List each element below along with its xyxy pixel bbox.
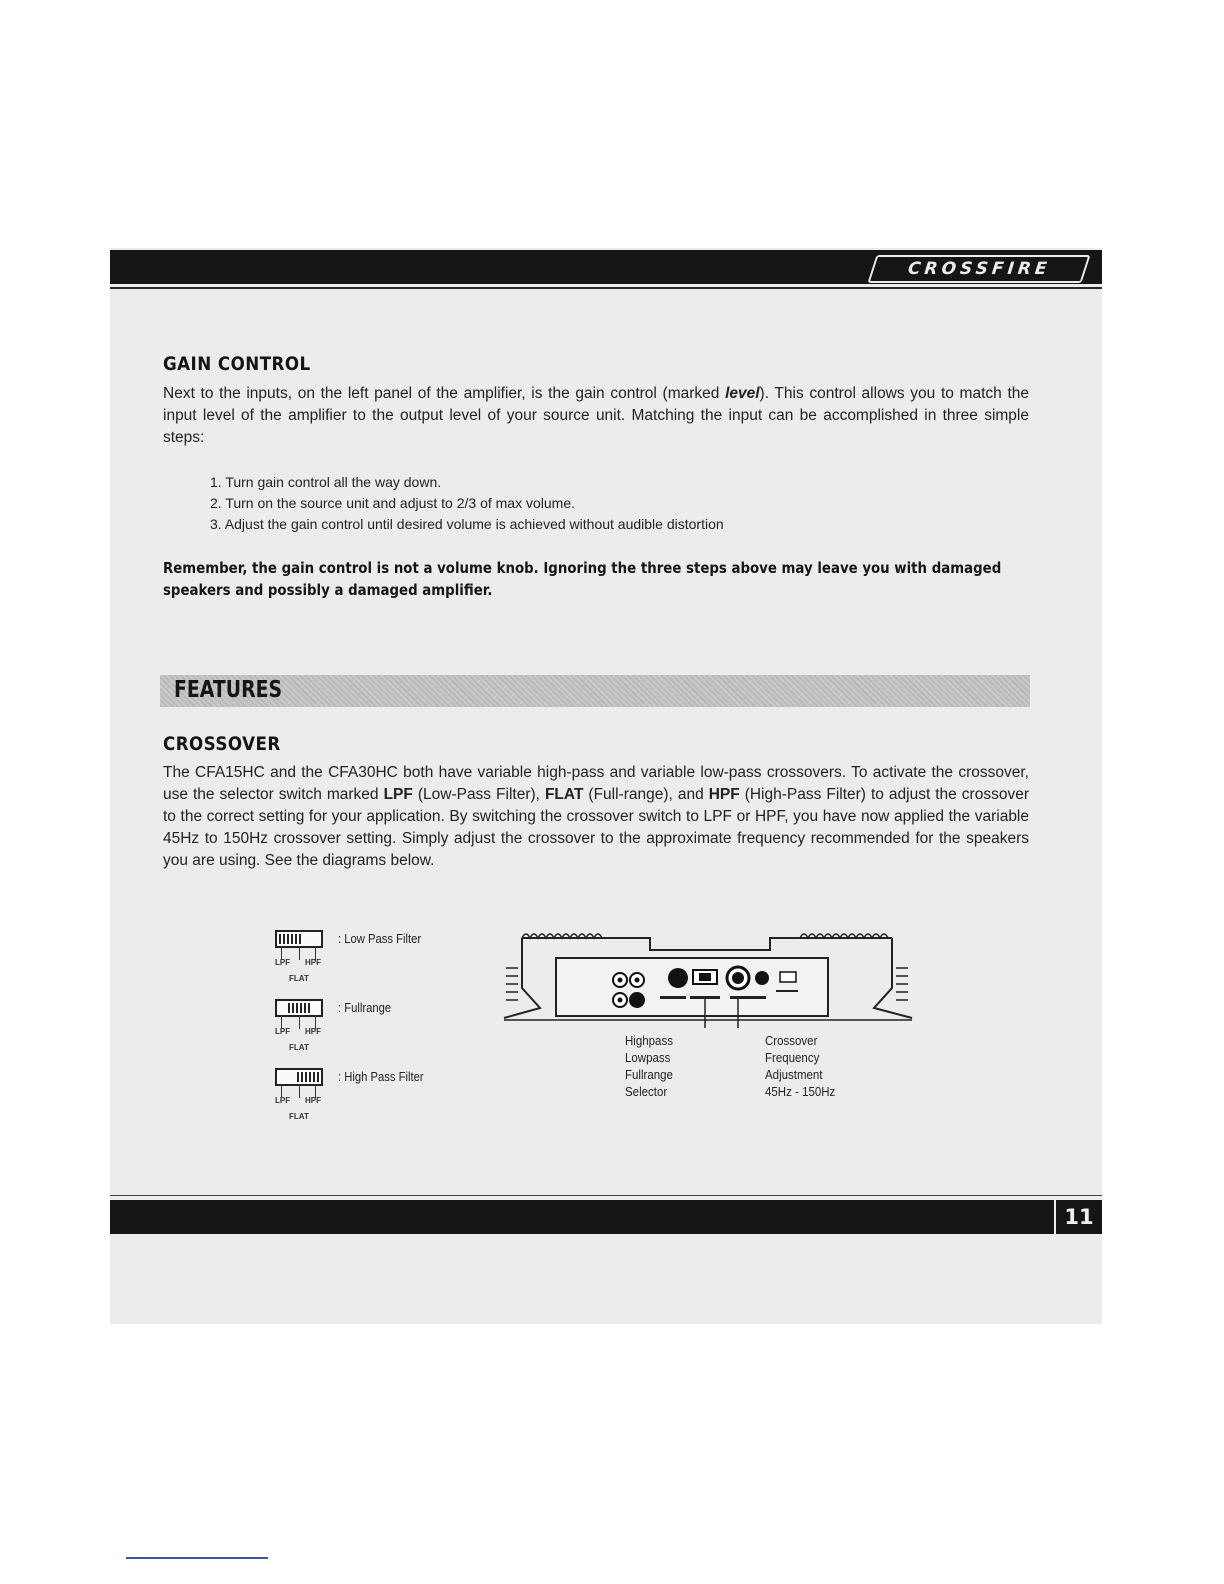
switch-knob-icon	[279, 934, 301, 944]
switch-stem	[299, 1084, 300, 1098]
callout-line: Crossover	[765, 1034, 818, 1048]
hpf-term: HPF	[708, 786, 740, 803]
switch-stem	[299, 1015, 300, 1029]
switch-knob-icon	[288, 1003, 310, 1013]
switch-label-flat: FLAT	[289, 974, 309, 983]
switch-knob-icon	[297, 1072, 319, 1082]
switch-lpf-diagram	[275, 930, 333, 990]
crossover-paragraph	[163, 762, 1029, 872]
level-knob-icon	[668, 968, 688, 988]
footer-bar	[110, 1200, 1102, 1234]
switch-flat-diagram	[275, 999, 333, 1059]
switch-label-flat: FLAT	[289, 1112, 309, 1121]
switch-label-hpf: HPF	[305, 1027, 321, 1036]
selector-callout	[625, 1033, 673, 1101]
amp-control-panel	[556, 958, 828, 1016]
gain-warning: Remember, the gain control is not a volume knob. Ignoring the three steps above may leave you with damaged speakers and possibly a damaged amplifier.	[163, 559, 1002, 599]
callout-line: Adjustment	[765, 1068, 823, 1082]
switch-label-flat: FLAT	[289, 1043, 309, 1052]
amplifier-panel-diagram	[500, 928, 920, 1028]
callout-line: Highpass	[625, 1034, 673, 1048]
flat-desc: (Full-range), and	[583, 786, 709, 803]
step-item: 3. Adjust the gain control until desired volume is achieved without audible distortion	[210, 516, 724, 532]
switch-hpf-diagram	[275, 1068, 333, 1128]
gain-intro-text-end: ). This control allows you to match the input level of the amplifier to the output level of your source unit. Matching the input can be accomplished in three simple steps:	[163, 385, 1029, 446]
callout-line: Frequency	[765, 1051, 820, 1065]
switch-caption: : Low Pass Filter	[338, 932, 422, 946]
heatsink-top-outline	[522, 938, 892, 950]
callout-line: Lowpass	[625, 1051, 671, 1065]
lpf-desc: (Low-Pass Filter),	[412, 786, 545, 803]
footer-rule	[110, 1195, 1102, 1196]
switch-caption: : High Pass Filter	[338, 1070, 424, 1084]
features-banner	[160, 675, 1030, 707]
gain-steps-list	[210, 472, 724, 535]
switch-label-lpf: LPF	[275, 958, 291, 967]
crossover-selector-knob-icon	[699, 973, 711, 981]
crossover-frequency-knob-center	[732, 972, 744, 984]
page-number: 11	[1054, 1200, 1102, 1234]
gain-intro-text: Next to the inputs, on the left panel of the amplifier, is the gain control (marked	[163, 385, 726, 402]
switch-label-lpf: LPF	[275, 1096, 291, 1105]
header-bar	[110, 250, 1102, 284]
lpf-term: LPF	[383, 786, 413, 803]
switch-label-hpf: HPF	[305, 958, 321, 967]
brand-logo-text: CROSSFIRE	[906, 259, 1052, 279]
crossover-text-end: to adjust the crossover to the correct setting for your application. By switching the crossover switch to LPF or HPF, you have now applied the variable 45Hz to 150Hz crossover setting. Simply adjust the crossover to the approximate frequency recommended for the speakers you are using. See the diagrams below.	[163, 786, 1029, 869]
callout-line: Fullrange	[625, 1068, 673, 1082]
step-item: 1. Turn gain control all the way down.	[210, 474, 442, 490]
gain-control-heading: GAIN CONTROL	[163, 353, 311, 375]
crossover-heading: CROSSOVER	[163, 733, 281, 755]
step-item: 2. Turn on the source unit and adjust to 2/3 of max volume.	[210, 495, 575, 511]
hpf-desc: (High-Pass Filter)	[739, 786, 866, 803]
crossover-text: The CFA15HC and the CFA30HC both have variable high-pass and variable low-pass crossovers. To activate the crossover, use the selector switch marked	[163, 764, 1029, 803]
features-title: FEATURES	[174, 677, 283, 703]
bottom-link-underline	[126, 1557, 268, 1559]
bass-boost-knob-icon	[755, 971, 769, 985]
gain-control-intro	[163, 383, 1029, 449]
gain-intro-term: level	[725, 385, 760, 402]
header-rule	[110, 287, 1102, 289]
flat-term: FLAT	[544, 786, 584, 803]
switch-label-hpf: HPF	[305, 1096, 321, 1105]
subsonic-switch-icon	[780, 972, 796, 982]
frequency-callout	[765, 1033, 835, 1101]
switch-stem	[299, 946, 300, 960]
callout-line: Selector	[625, 1085, 668, 1099]
switch-label-lpf: LPF	[275, 1027, 291, 1036]
callout-line: 45Hz - 150Hz	[765, 1085, 836, 1099]
brand-logo	[867, 255, 1090, 283]
switch-caption: : Fullrange	[338, 1001, 392, 1015]
